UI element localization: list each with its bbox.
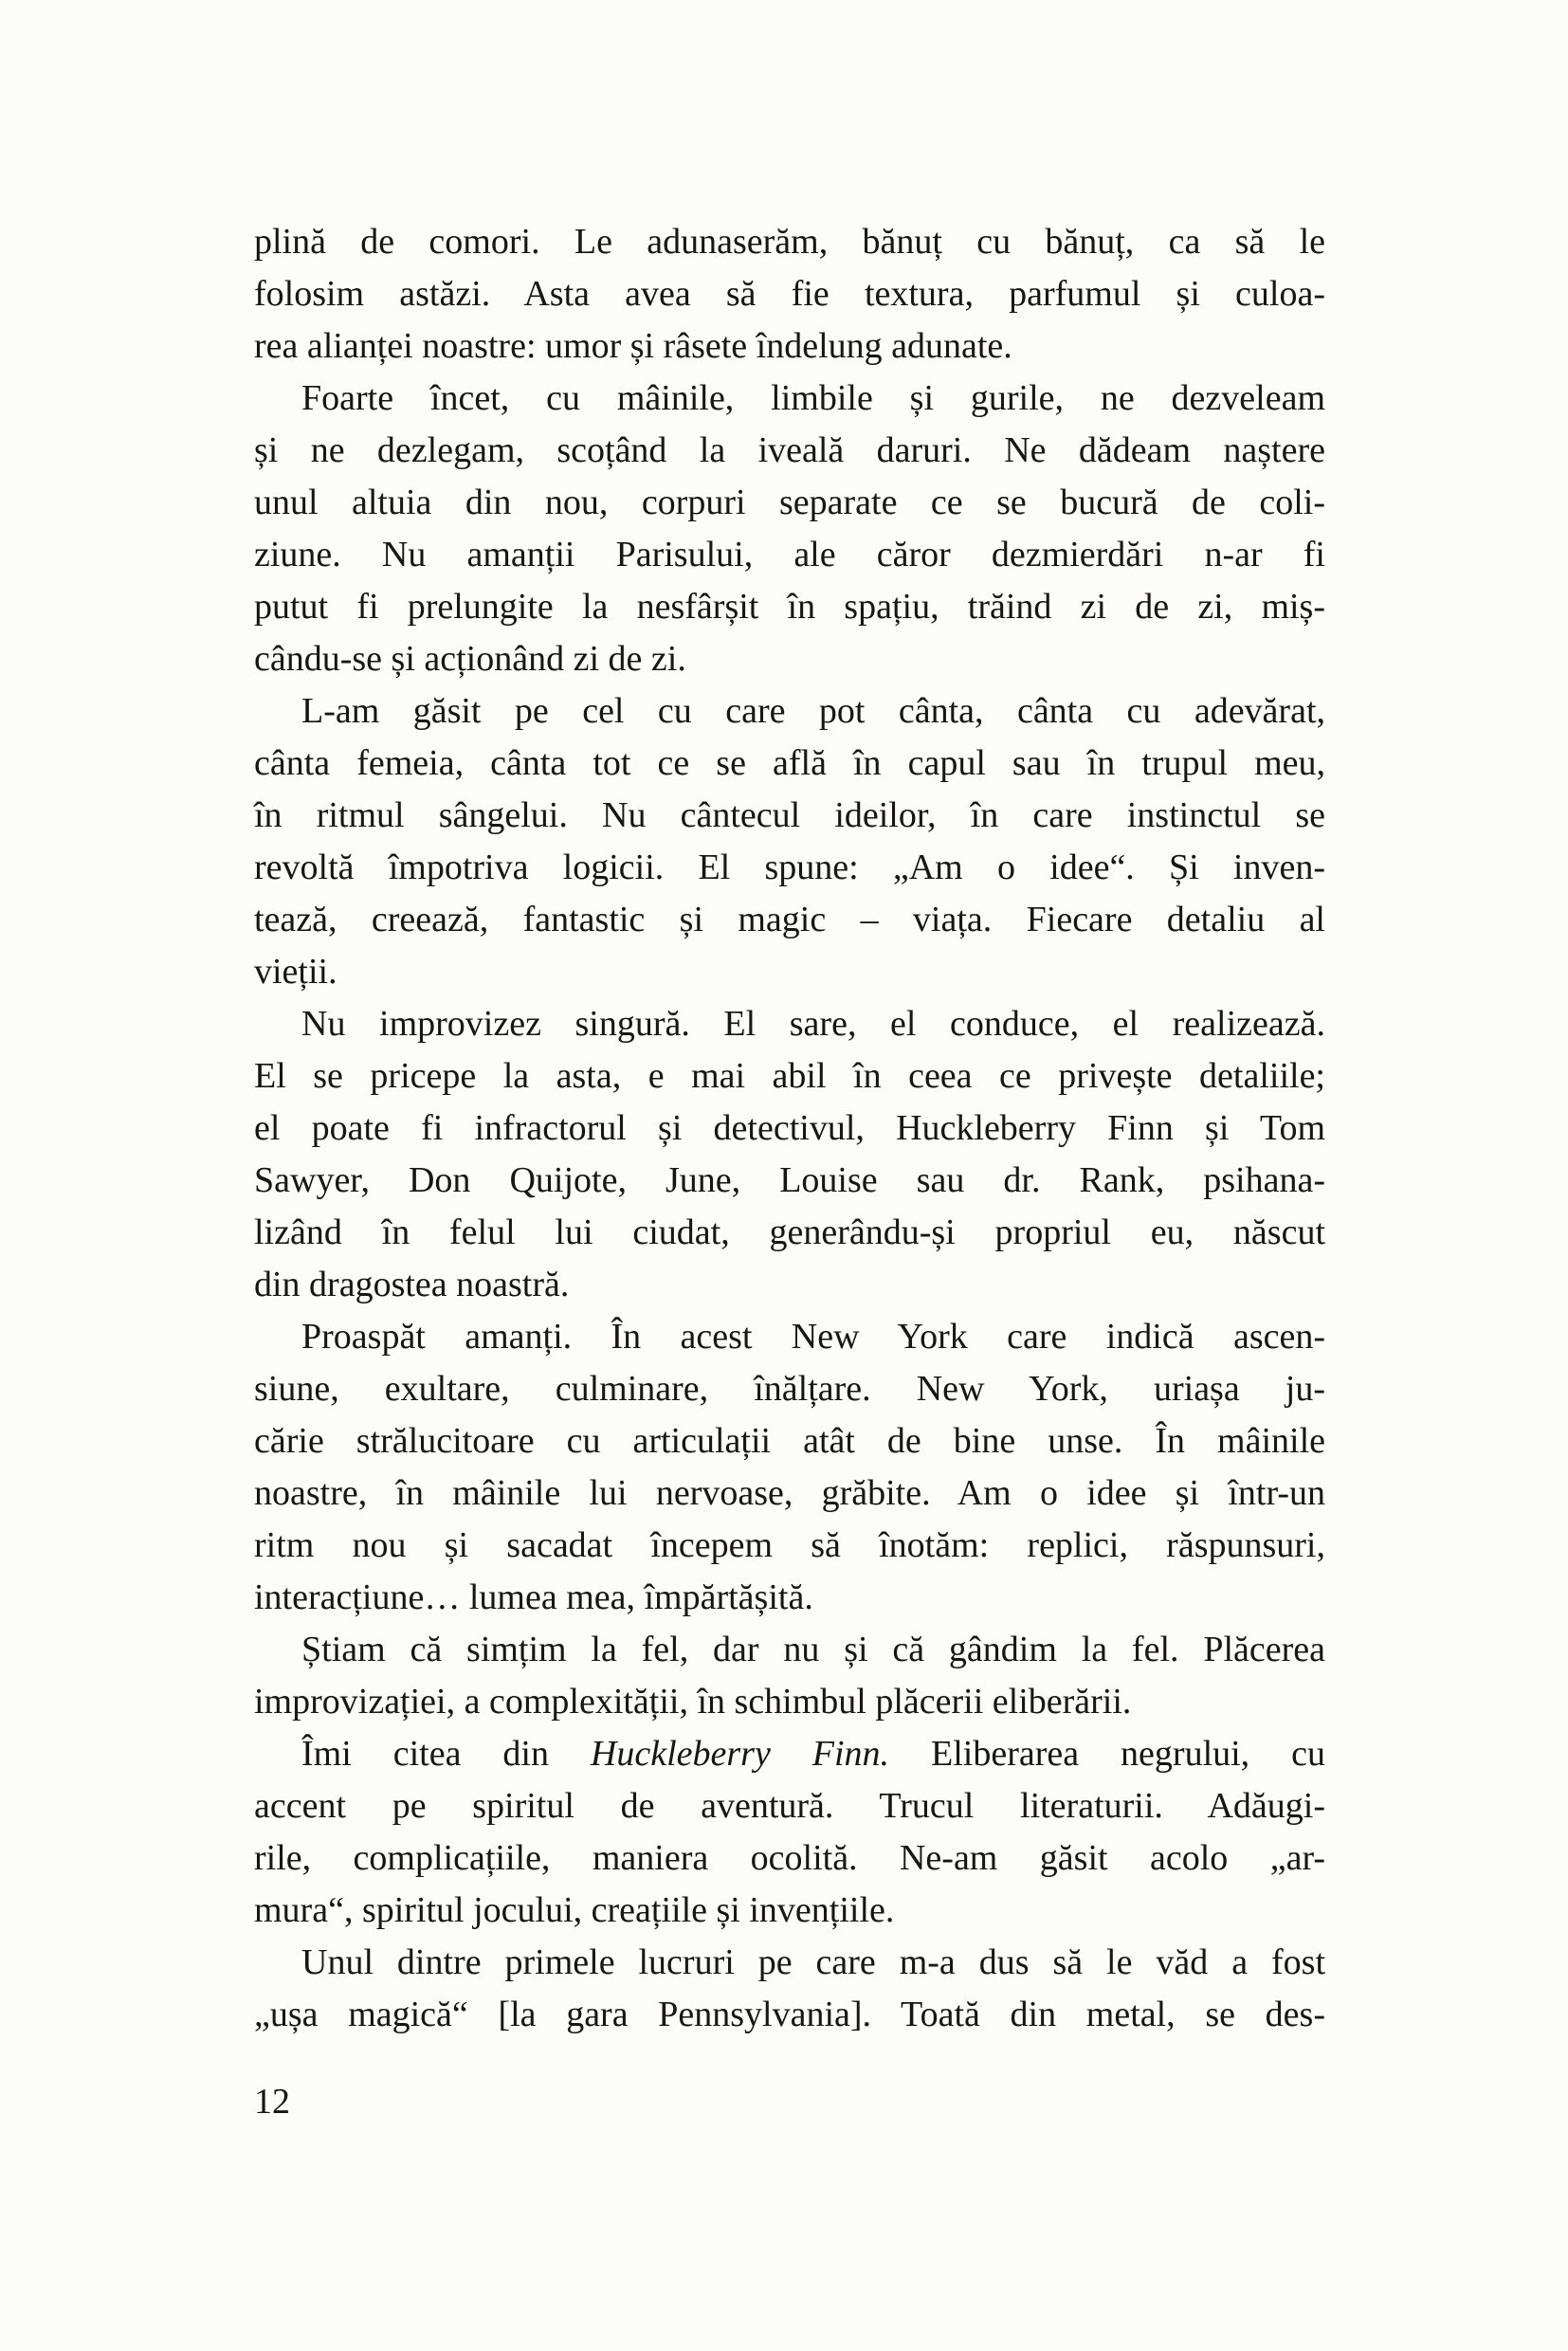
text-run: rile, complicațiile, maniera ocolită. Ne-am găsit acolo „ar- bbox=[254, 1838, 1325, 1878]
text-line bbox=[254, 633, 1325, 685]
text-run: putut fi prelungite la nesfârșit în spațiu, trăind zi de zi, miș- bbox=[254, 587, 1325, 627]
text-run: Unul dintre primele lucruri pe care m-a dus să le văd a fost bbox=[301, 1942, 1325, 1982]
text-run: tează, creează, fantastic și magic – viața. Fiecare detaliu al bbox=[254, 900, 1325, 939]
text-run: Foarte încet, cu mâinile, limbile și gurile, ne dezveleam bbox=[301, 378, 1325, 418]
paragraph bbox=[254, 1937, 1325, 2041]
text-run: unul altuia din nou, corpuri separate ce se bucură de coli- bbox=[254, 483, 1325, 522]
text-line bbox=[254, 1780, 1325, 1832]
text-line bbox=[254, 1624, 1325, 1676]
text-run: lizând în felul lui ciudat, generându-și propriul eu, născut bbox=[254, 1212, 1325, 1252]
text-line bbox=[254, 1520, 1325, 1572]
text-run: Îmi citea din bbox=[301, 1734, 591, 1774]
text-line bbox=[254, 1103, 1325, 1155]
text-run: și ne dezlegam, scoțând la iveală daruri. Ne dădeam naștere bbox=[254, 430, 1325, 470]
text-run: cânta femeia, cânta tot ce se află în capul sau în trupul meu, bbox=[254, 743, 1325, 783]
text-run: Știam că simțim la fel, dar nu și că gândim la fel. Plăcerea bbox=[301, 1630, 1325, 1669]
text-line bbox=[254, 738, 1325, 790]
text-run: Eliberarea negrului, cu bbox=[889, 1734, 1326, 1774]
text-run: improvizației, a complexității, în schimbul plăcerii eliberării. bbox=[254, 1682, 1132, 1722]
text-line bbox=[254, 373, 1325, 425]
text-run: revoltă împotriva logicii. El spune: „Am o idee“. Și inven- bbox=[254, 847, 1325, 887]
text-line bbox=[254, 842, 1325, 894]
text-line bbox=[254, 1885, 1325, 1937]
paragraph bbox=[254, 998, 1325, 1311]
paragraph bbox=[254, 373, 1325, 685]
text-line bbox=[254, 320, 1325, 373]
text-line bbox=[254, 581, 1325, 633]
text-line bbox=[254, 477, 1325, 529]
paragraph bbox=[254, 1728, 1325, 1937]
text-line bbox=[254, 998, 1325, 1050]
paragraph bbox=[254, 216, 1325, 373]
text-run: cărie strălucitoare cu articulații atât de bine unse. În mâinile bbox=[254, 1421, 1325, 1461]
text-line bbox=[254, 1989, 1325, 2041]
text-line bbox=[254, 216, 1325, 268]
text-line bbox=[254, 1937, 1325, 1989]
text-line bbox=[254, 1207, 1325, 1259]
text-line bbox=[254, 1832, 1325, 1885]
text-block bbox=[254, 216, 1325, 2041]
text-line bbox=[254, 1572, 1325, 1624]
text-run: în ritmul sângelui. Nu cântecul ideilor, în care instinctul se bbox=[254, 795, 1325, 835]
text-run: L-am găsit pe cel cu care pot cânta, cânta cu adevărat, bbox=[301, 691, 1325, 731]
paragraph bbox=[254, 685, 1325, 998]
text-run: din dragostea noastră. bbox=[254, 1265, 570, 1304]
text-run: noastre, în mâinile lui nervoase, grăbite. Am o idee și într-un bbox=[254, 1473, 1325, 1513]
text-run: ritm nou și sacadat începem să înotăm: replici, răspunsuri, bbox=[254, 1525, 1325, 1565]
paragraph bbox=[254, 1311, 1325, 1624]
text-run: „ușa magică“ [la gara Pennsylvania]. Toată din metal, se des- bbox=[254, 1995, 1325, 2034]
text-run: El se pricepe la asta, e mai abil în ceea ce privește detaliile; bbox=[254, 1056, 1325, 1096]
text-run: rea alianței noastre: umor și râsete îndelung adunate. bbox=[254, 326, 1012, 366]
text-line bbox=[254, 790, 1325, 842]
text-line bbox=[254, 268, 1325, 320]
text-line bbox=[254, 1676, 1325, 1728]
text-run: plină de comori. Le adunaserăm, bănuț cu bănuț, ca să le bbox=[254, 222, 1325, 262]
text-line bbox=[254, 1155, 1325, 1207]
text-run: Nu improvizez singură. El sare, el conduce, el realizează. bbox=[301, 1004, 1325, 1044]
text-line bbox=[254, 1050, 1325, 1103]
text-run: accent pe spiritul de aventură. Trucul literaturii. Adăugi- bbox=[254, 1786, 1325, 1826]
text-run: el poate fi infractorul și detectivul, Huckleberry Finn și Tom bbox=[254, 1108, 1325, 1148]
text-line bbox=[254, 425, 1325, 477]
italic-text-run: Huckleberry Finn. bbox=[590, 1734, 890, 1774]
text-run: siune, exultare, culminare, înălțare. New York, uriașa ju- bbox=[254, 1369, 1325, 1409]
page-number: 12 bbox=[254, 2082, 290, 2122]
text-run: ziune. Nu amanții Parisului, ale căror dezmierdări n-ar fi bbox=[254, 535, 1325, 574]
text-line bbox=[254, 1363, 1325, 1415]
text-run: vieții. bbox=[254, 952, 337, 992]
text-line bbox=[254, 529, 1325, 581]
text-line bbox=[254, 1467, 1325, 1520]
text-line bbox=[254, 1728, 1325, 1780]
text-line bbox=[254, 1259, 1325, 1311]
text-run: cându-se și acționând zi de zi. bbox=[254, 639, 686, 679]
text-line bbox=[254, 1415, 1325, 1467]
text-run: folosim astăzi. Asta avea să fie textura, parfumul și culoa- bbox=[254, 274, 1325, 314]
text-run: interacțiune… lumea mea, împărtășită. bbox=[254, 1577, 813, 1617]
text-line bbox=[254, 685, 1325, 738]
text-run: Sawyer, Don Quijote, June, Louise sau dr. Rank, psihana- bbox=[254, 1160, 1325, 1200]
text-line bbox=[254, 894, 1325, 946]
text-run: Proaspăt amanți. În acest New York care indică ascen- bbox=[301, 1317, 1325, 1357]
text-line bbox=[254, 946, 1325, 998]
paragraph bbox=[254, 1624, 1325, 1728]
text-line bbox=[254, 1311, 1325, 1363]
text-run: mura“, spiritul jocului, creațiile și invențiile. bbox=[254, 1890, 895, 1930]
